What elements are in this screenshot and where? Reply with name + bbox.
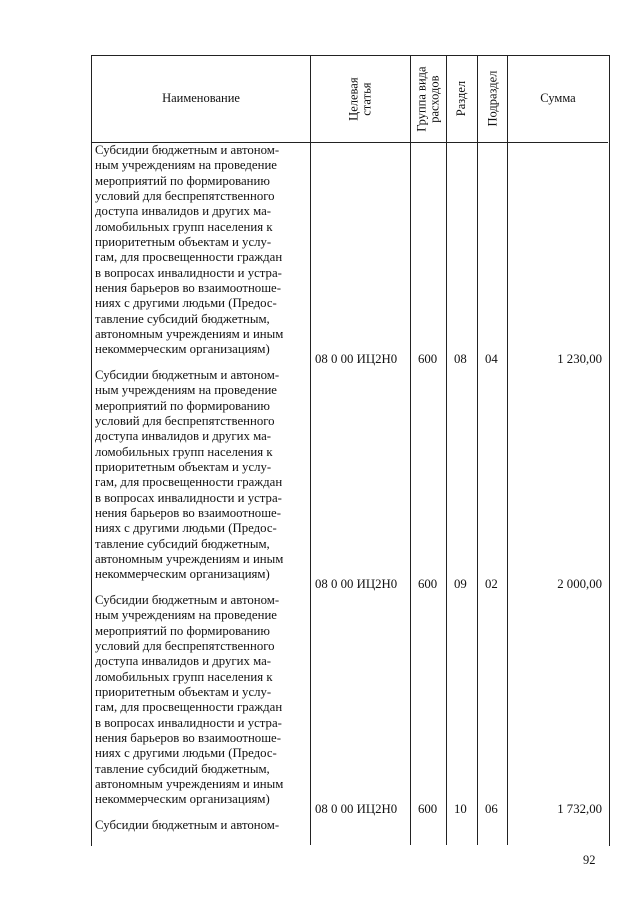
page-number: 92 [583,853,596,867]
row-name-line: гам, для просвещенности граждан [95,700,283,715]
row-name-line: нения барьеров во взаимоотноше- [95,731,281,746]
row-name-line: некоммерческим организациям) [95,792,270,807]
row-name-line: доступа инвалидов и других ма- [95,204,272,219]
row-name-line: автономным учреждениям и иным [95,777,284,792]
row-name [95,368,307,583]
row-name-line: Субсидии бюджетным и автоном- [95,368,280,382]
row-name-line: ломобильных групп населения к [95,444,273,459]
row-section: 08 [454,352,467,366]
row-name-line: некоммерческим организациям) [95,567,270,582]
row-name-line: нения барьеров во взаимоотноше- [95,506,281,521]
row-name-line: ным учреждениям на проведение [95,608,277,623]
row-name-line: приоритетным объектам и услу- [95,460,272,475]
header-group-line1: Группа вида [414,66,429,132]
row-name-line: ломобильных групп населения к [95,219,273,234]
row-name [95,593,307,808]
row-name-line: автономным учреждениям и иным [95,327,284,342]
header-group-line2: расходов [427,75,442,123]
row-name-line: ниях с другими людьми (Предос- [95,521,277,536]
row-name-line: ниях с другими людьми (Предос- [95,296,277,311]
header-target [311,56,410,142]
row-name-line: приоритетным объектам и услу- [95,685,272,700]
row-name-line: в вопросах инвалидности и устра- [95,715,282,730]
row-name-line: условий для беспрепятственного [95,639,275,654]
row-name-line: ниях с другими людьми (Предос- [95,746,277,761]
header-section [447,56,477,142]
row-subsection: 06 [485,802,498,816]
column-divider [477,55,478,845]
row-name-line: некоммерческим организациям) [95,342,270,357]
row-name-line: доступа инвалидов и других ма- [95,429,272,444]
row-name-line: ным учреждениям на проведение [95,158,277,173]
header-name [92,56,310,142]
row-name-line: тавление субсидий бюджетным, [95,536,270,551]
header-group [411,56,446,142]
header-target-line1: Целевая [346,77,361,121]
row-name-line: доступа инвалидов и других ма- [95,654,272,669]
column-divider [410,55,411,845]
row-name-line: тавление субсидий бюджетным, [95,311,270,326]
row-target: 08 0 00 ИЦ2Н0 [315,802,398,816]
row-name-line: гам, для просвещенности граждан [95,475,283,490]
row-section: 09 [454,577,467,591]
row-name-line: нения барьеров во взаимоотноше- [95,281,281,296]
row-name-line: Субсидии бюджетным и автоном- [95,593,280,607]
header-subsection [478,56,507,142]
row-name-line: условий для беспрепятственного [95,189,275,204]
row-group: 600 [418,577,438,591]
row-subsection: 02 [485,577,498,591]
row-group: 600 [418,802,438,816]
row-name-line: в вопросах инвалидности и устра- [95,265,282,280]
header-subsection-label: Подраздел [484,71,499,127]
row-name-line: Субсидии бюджетным и автоном- [95,143,280,157]
header-section-label: Раздел [454,81,469,117]
column-divider [446,55,447,845]
row-target: 08 0 00 ИЦ2Н0 [315,352,398,366]
row-name [95,143,307,358]
header-target-label [347,77,373,120]
row-name-line: Субсидии бюджетным и автоном- [95,818,280,832]
row-name-line: мероприятий по формированию [95,623,270,638]
row-name-line: в вопросах инвалидности и устра- [95,490,282,505]
row-name-line: гам, для просвещенности граждан [95,250,283,265]
row-section: 10 [454,802,467,816]
row-name-line: автономным учреждениям и иным [95,552,284,567]
header-target-line2: статья [359,82,374,116]
column-divider [310,55,311,845]
header-sum [508,56,608,142]
row-name-partial [95,818,307,833]
row-name-line: ным учреждениям на проведение [95,383,277,398]
row-name-line: мероприятий по формированию [95,398,270,413]
row-name-line: тавление субсидий бюджетным, [95,761,270,776]
row-subsection: 04 [485,352,498,366]
row-name-line: ломобильных групп населения к [95,669,273,684]
row-sum: 1 732,00 [557,802,602,816]
row-target: 08 0 00 ИЦ2Н0 [315,577,398,591]
header-group-label [415,66,441,131]
row-sum: 2 000,00 [557,577,602,591]
row-sum: 1 230,00 [557,352,602,366]
row-name-line: мероприятий по формированию [95,173,270,188]
row-name-line: приоритетным объектам и услу- [95,235,272,250]
header-sum-label: Сумма [540,91,576,106]
row-name-line: условий для беспрепятственного [95,414,275,429]
row-group: 600 [418,352,438,366]
column-divider [507,55,508,845]
header-name-label: Наименование [162,91,240,106]
